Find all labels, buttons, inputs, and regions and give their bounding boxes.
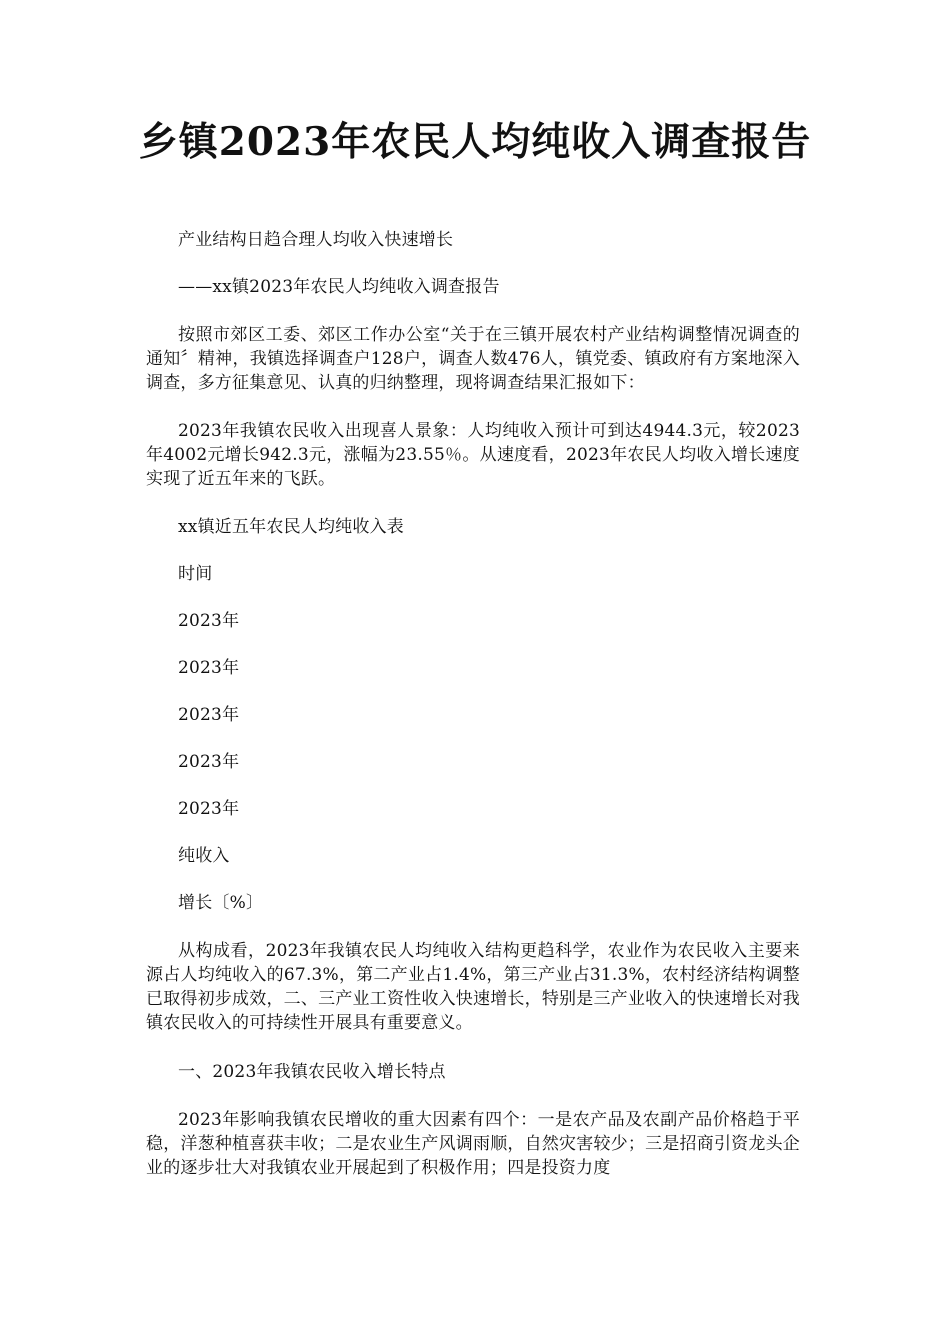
intro-paragraph: 按照市郊区工委、郊区工作办公室“关于在三镇开展农村产业结构调整情况调查的通知〞精神，我镇选择调查户128户，调查人数476人，镇党委、镇政府有方案地深入调查，多方征集意见、认真的归纳整理，现将调查结果汇报如下： <box>146 325 800 393</box>
factors-paragraph: 2023年影响我镇农民增收的重大因素有四个：一是农产品及农副产品价格趋于平稳，洋葱种植喜获丰收；二是农业生产风调雨顺，自然灾害较少；三是招商引资龙头企业的逐步壮大对我镇农业开展起到了积极作用；四是投资力度 <box>146 1110 800 1178</box>
section-heading: 一、2023年我镇农民收入增长特点 <box>178 1062 446 1082</box>
table-year-cell: 2023年 <box>178 658 240 678</box>
table-header-time: 时间 <box>178 564 213 584</box>
table-header-income: 纯收入 <box>178 846 230 866</box>
document-title: 乡镇2023年农民人均纯收入调查报告 <box>138 119 812 165</box>
table-year-cell: 2023年 <box>178 752 240 772</box>
document-body <box>146 228 800 1180</box>
subtitle-line: 产业结构日趋合理人均收入快速增长 <box>178 230 454 250</box>
table-header-growth: 增长〔%〕 <box>178 893 264 913</box>
composition-paragraph: 从构成看，2023年我镇农民人均纯收入结构更趋科学，农业作为农民收入主要来源占人均纯收入的67.3%，第二产业占1.4%，第三产业占31.3%，农村经济结构调整已取得初步成效，二、三产业工资性收入快速增长，特别是三产业收入的快速增长对我镇农民收入的可持续性开展具有重要意义。 <box>146 941 800 1033</box>
table-year-cell: 2023年 <box>178 799 240 819</box>
report-subtitle: ——xx镇2023年农民人均纯收入调查报告 <box>178 277 500 297</box>
table-year-cell: 2023年 <box>178 611 240 631</box>
table-caption: xx镇近五年农民人均纯收入表 <box>178 517 404 537</box>
income-summary-paragraph: 2023年我镇农民收入出现喜人景象：人均纯收入预计可到达4944.3元，较2023年4002元增长942.3元，涨幅为23.55％。从速度看，2023年农民人均收入增长速度实现了近五年来的飞跃。 <box>146 421 800 489</box>
table-year-cell: 2023年 <box>178 705 240 725</box>
